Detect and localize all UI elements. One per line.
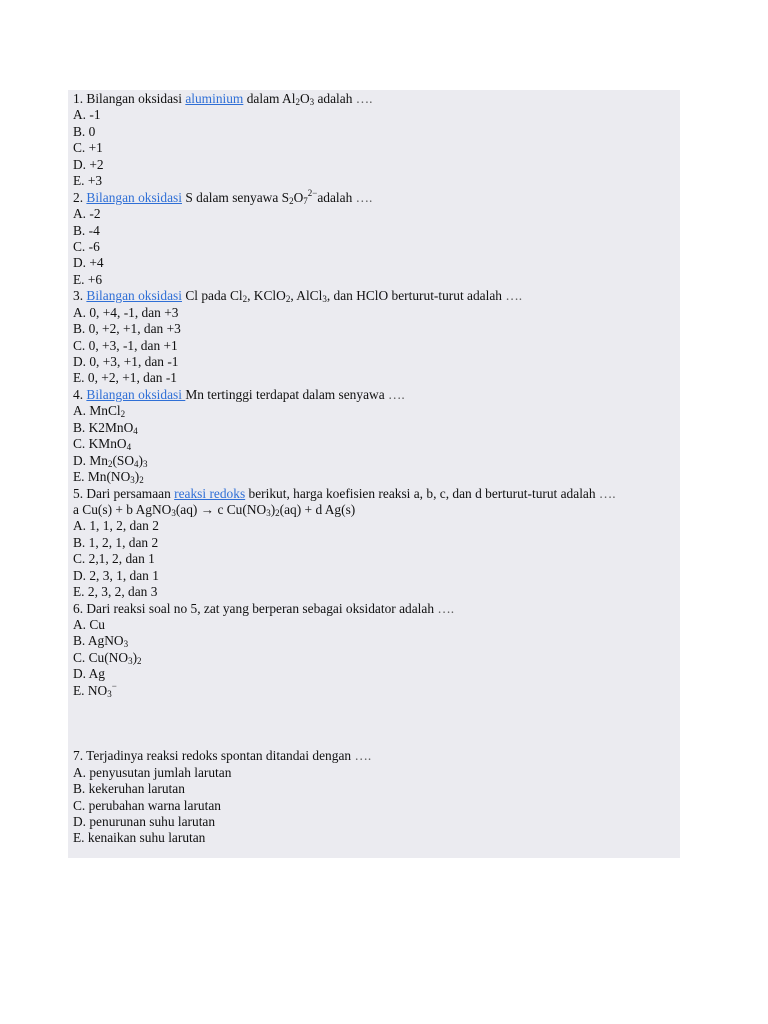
- blank-gap: [73, 699, 678, 748]
- option-7b: B. kekeruhan larutan: [73, 781, 185, 797]
- option-3e: E. 0, +2, +1, dan -1: [73, 370, 177, 386]
- option-4d: D. $Mn_2(SO_4)_3$: [73, 452, 148, 469]
- option-6a: A. Cu: [73, 617, 105, 632]
- option-6e: E. $NO_3^-$: [73, 680, 117, 699]
- option-4b: B. K2MnO$_4$: [73, 419, 138, 436]
- option-1c: C. +1: [73, 140, 103, 156]
- option-6d: D. Ag: [73, 666, 105, 682]
- option-4a: A. MnCl$_2$: [73, 403, 126, 420]
- option-6b: B. AgNO$_3$: [73, 633, 129, 650]
- bilangan-oksidasi-link[interactable]: Bilangan oksidasi: [86, 386, 186, 402]
- reaction-equation: a Cu(s) + b AgNO$_3$(aq) → c $Cu(NO_3)_2(aq) + d$ Ag(s): [73, 501, 356, 518]
- option-7e: E. kenaikan suhu larutan: [73, 830, 206, 846]
- option-3c: C. 0, +3, -1, dan +1: [73, 337, 178, 353]
- question-6: 6. Dari reaksi soal no 5, zat yang berperan sebagai oksidator adalah ….: [73, 600, 455, 616]
- option-5d: D. 2, 3, 1, dan 1: [73, 567, 159, 583]
- option-2d: D. +4: [73, 255, 104, 271]
- question-1: 1. Bilangan oksidasi aluminium dalam $Al_2O_3$ adalah ….: [73, 91, 373, 107]
- option-3d: D. 0, +3, +1, dan -1: [73, 354, 179, 369]
- option-6c: C. $Cu(NO_3)_2$: [73, 649, 142, 666]
- question-4: 4. Bilangan oksidasi Mn tertinggi terdapat dalam senyawa ….: [73, 386, 405, 402]
- option-4c: C. KMnO$_4$: [73, 436, 132, 453]
- reaksi-redoks-link[interactable]: reaksi redoks: [174, 485, 246, 501]
- question-2: 2. Bilangan oksidasi S dalam senyawa $S_2O_7^{2-}adalah$ ….: [73, 187, 373, 206]
- option-2e: E. +6: [73, 271, 103, 287]
- option-2a: A. -2: [73, 206, 101, 222]
- option-4e: E. $Mn(NO_3)_2$: [73, 469, 144, 486]
- question-7: 7. Terjadinya reaksi redoks spontan ditandai dengan ….: [73, 748, 372, 764]
- question-3: 3. Bilangan oksidasi Cl pada $Cl_2$, KClO$_2$, AlCl$_3$, dan HClO berturut-turut adalah ….: [73, 288, 523, 305]
- option-7d: D. penurunan suhu larutan: [73, 813, 216, 829]
- option-2c: C. -6: [73, 238, 100, 254]
- option-1d: D. +2: [73, 156, 104, 172]
- question-list: [73, 91, 678, 847]
- option-3a: A. 0, +4, -1, dan +3: [73, 304, 179, 320]
- option-5a: A. 1, 1, 2, dan 2: [73, 518, 159, 534]
- option-7c: C. perubahan warna larutan: [73, 797, 221, 813]
- option-1e: E. +3: [73, 173, 103, 189]
- option-2b: B. -4: [73, 222, 100, 238]
- option-5c: C. 2,1, 2, dan 1: [73, 551, 155, 567]
- bilangan-oksidasi-link[interactable]: Bilangan oksidasi: [86, 189, 182, 205]
- aluminium-link[interactable]: aluminium: [185, 91, 244, 106]
- option-7a: A. penyusutan jumlah larutan: [73, 764, 232, 780]
- option-1b: B. 0: [73, 123, 96, 139]
- option-5e: E. 2, 3, 2, dan 3: [73, 584, 158, 600]
- option-1a: A. -1: [73, 107, 101, 123]
- option-5b: B. 1, 2, 1, dan 2: [73, 534, 159, 550]
- question-5: 5. Dari persamaan reaksi redoks berikut, harga koefisien reaksi a, b, c, dan d berturut-turut adalah ….: [73, 485, 616, 501]
- option-3b: B. 0, +2, +1, dan +3: [73, 321, 181, 337]
- bilangan-oksidasi-link[interactable]: Bilangan oksidasi: [86, 288, 182, 304]
